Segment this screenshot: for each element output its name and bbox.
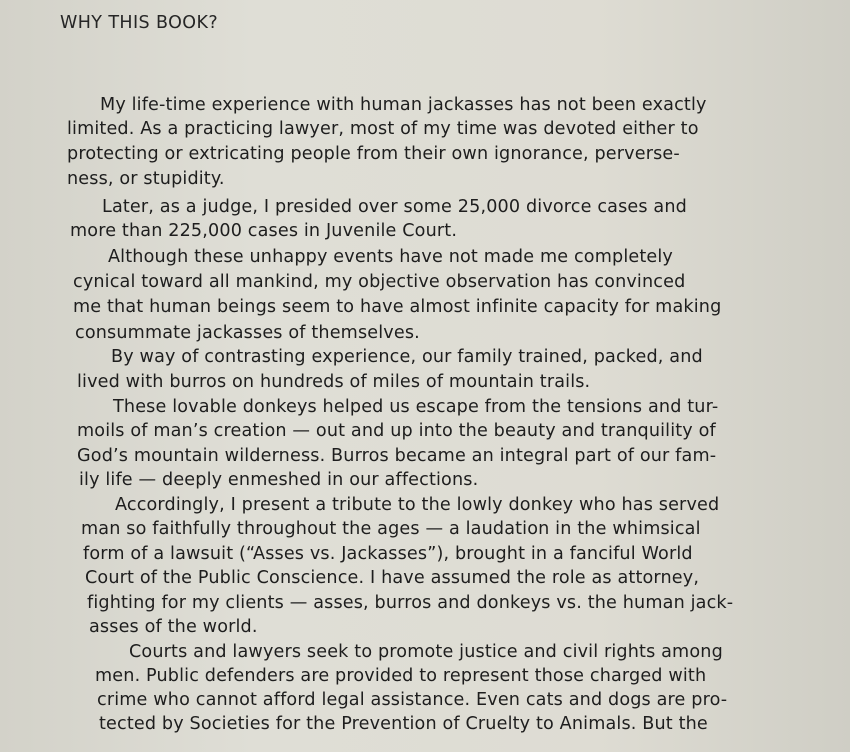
text-line: moils of man’s creation — out and up into the beauty and tranquility of <box>77 421 716 441</box>
text-line: crime who cannot afford legal assistance. Even cats and dogs are pro- <box>97 690 728 710</box>
text-line: men. Public defenders are provided to represent those charged with <box>95 666 707 686</box>
text-line: cynical toward all mankind, my objective observation has convinced <box>73 272 686 292</box>
text-line: Although these unhappy events have not made me completely <box>108 247 673 267</box>
text-line: By way of contrasting experience, our family trained, packed, and <box>111 347 703 367</box>
text-line: man so faithfully throughout the ages — a laudation in the whimsical <box>81 519 701 539</box>
text-line: fighting for my clients — asses, burros and donkeys vs. the human jack- <box>87 593 734 613</box>
text-line: ily life — deeply enmeshed in our affections. <box>79 470 479 490</box>
text-line: Courts and lawyers seek to promote justice and civil rights among <box>129 642 723 662</box>
text-line: These lovable donkeys helped us escape from the tensions and tur- <box>113 397 719 417</box>
text-line: Accordingly, I present a tribute to the lowly donkey who has served <box>115 495 720 515</box>
text-line: me that human beings seem to have almost infinite capacity for making <box>73 297 722 317</box>
text-line: tected by Societies for the Prevention of Cruelty to Animals. But the <box>99 714 708 734</box>
text-line: more than 225,000 cases in Juvenile Court. <box>70 221 458 241</box>
page-heading: WHY THIS BOOK? <box>60 13 219 33</box>
text-line: consummate jackasses of themselves. <box>75 323 420 343</box>
text-line: My life-time experience with human jackasses has not been exactly <box>100 95 707 115</box>
text-line: asses of the world. <box>89 617 258 637</box>
text-line: limited. As a practicing lawyer, most of my time was devoted either to <box>67 119 699 139</box>
text-line: Later, as a judge, I presided over some 25,000 divorce cases and <box>102 197 687 217</box>
text-line: God’s mountain wilderness. Burros became an integral part of our fam- <box>77 446 717 466</box>
text-line: lived with burros on hundreds of miles of mountain trails. <box>77 372 591 392</box>
text-line: Court of the Public Conscience. I have assumed the role as attorney, <box>85 568 700 588</box>
text-line: protecting or extricating people from their own ignorance, perverse- <box>67 144 680 164</box>
text-line: form of a lawsuit (“Asses vs. Jackasses”), brought in a fanciful World <box>83 544 693 564</box>
text-line: ness, or stupidity. <box>67 169 225 189</box>
